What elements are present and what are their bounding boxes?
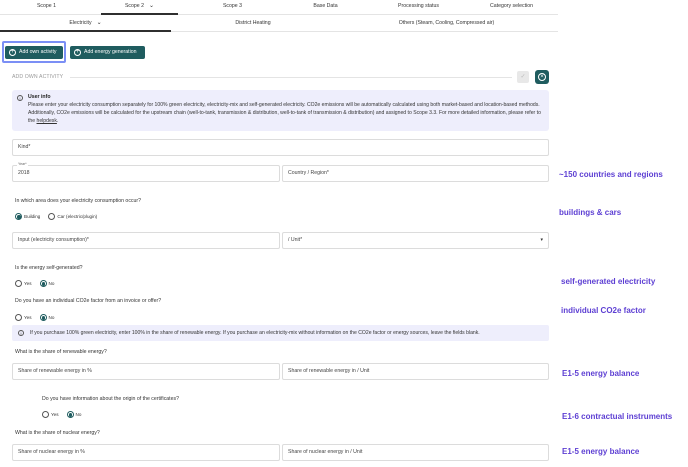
field-value: 2018	[18, 170, 30, 176]
radio-label: Yes	[24, 315, 32, 320]
field-placeholder: Kind*	[18, 144, 31, 150]
annotation-energy-balance-2: E1-5 energy balance	[562, 447, 640, 456]
radio-yes[interactable]	[42, 411, 49, 418]
radio-label: Yes	[24, 281, 32, 286]
chevron-down-icon: ⌄	[149, 3, 155, 9]
radio-label: No	[48, 281, 55, 286]
plus-icon: +	[75, 49, 80, 55]
tab-label: Scope 1	[36, 3, 57, 9]
tab-category-selection[interactable]	[465, 0, 558, 14]
radio-label: Car (electric/plugin)	[57, 214, 98, 219]
year-field[interactable]	[12, 162, 280, 182]
renewable-share-percent-input[interactable]	[12, 363, 280, 380]
close-icon: ×	[538, 73, 546, 81]
field-placeholder: Share of renewable energy in / Unit	[288, 368, 370, 374]
tab-scope-1[interactable]	[0, 0, 93, 14]
tab-base-data[interactable]	[279, 0, 372, 14]
radio-label: Building	[24, 214, 41, 219]
notice-text: If you purchase 100% green electricity, enter 100% in the share of renewable energy. If you purchase an electricity-mix without information on the CO2e factor or energy sources, leave the fields blank.	[30, 330, 480, 336]
field-placeholder: Share of renewable energy in %	[18, 368, 92, 374]
radio-car[interactable]	[48, 213, 55, 220]
radio-no[interactable]	[40, 314, 47, 321]
info-icon: i	[18, 330, 24, 336]
plus-icon: +	[10, 49, 15, 55]
tab-processing-status[interactable]	[372, 0, 465, 14]
energy-type-tabs	[0, 16, 558, 32]
self-generated-radio-group	[15, 280, 54, 287]
annotation-countries: ~150 countries and regions	[559, 170, 663, 179]
field-label: Year*	[18, 162, 27, 166]
field-placeholder: / Unit*	[288, 237, 303, 243]
check-icon: ✓	[520, 74, 526, 80]
tab-label: Base Data	[313, 3, 338, 9]
scope-tabs	[0, 0, 558, 15]
confirm-button[interactable]	[517, 71, 529, 83]
annotation-contractual-instruments: E1-6 contractual instruments	[562, 412, 673, 421]
nuclear-question: What is the share of nuclear energy?	[15, 430, 100, 436]
add-own-activity-button[interactable]	[5, 46, 63, 59]
tab-label: Others (Steam, Cooling, Compressed air)	[398, 20, 495, 26]
radio-label: Yes	[51, 412, 59, 417]
helpdesk-link[interactable]: helpdesk	[36, 118, 57, 124]
radio-no[interactable]	[40, 280, 47, 287]
radio-label: No	[48, 315, 55, 320]
nuclear-share-unit-input[interactable]	[282, 444, 549, 461]
section-title: ADD OWN ACTIVITY	[12, 74, 64, 80]
radio-building[interactable]	[15, 213, 22, 220]
annotation-energy-balance-1: E1-5 energy balance	[562, 369, 640, 378]
divider	[70, 77, 512, 78]
nuclear-share-percent-input[interactable]	[12, 444, 280, 461]
info-text-end: .	[56, 118, 59, 124]
certificates-question: Do you have information about the origin of the certificates?	[42, 396, 179, 402]
unit-select[interactable]	[282, 232, 549, 249]
renewable-share-unit-input[interactable]	[282, 363, 549, 380]
field-placeholder: Share of nuclear energy in %	[18, 449, 85, 455]
field-placeholder: Share of nuclear energy in / Unit	[288, 449, 363, 455]
chevron-down-icon: ⌄	[96, 20, 102, 26]
radio-label: No	[75, 412, 82, 417]
info-body	[28, 101, 543, 125]
info-title: User info	[28, 94, 51, 100]
info-text: Please enter your electricity consumption separately for 100% green electricity, electricity-mix and self-generated electricity. CO2e emissions will be automatically calculated using both market-based and location-based methods. Additionally, CO2e emissions will be calculated for the upstream chain (well-to-tank, transmission & distribution, well-to-tank of transmission & distribution) and assigned to Scope 3.3. For more detailed information, please refer to the	[28, 102, 541, 124]
self-generated-question: Is the energy self-generated?	[15, 265, 83, 271]
radio-no[interactable]	[67, 411, 74, 418]
tab-label: Scope 3	[222, 3, 243, 9]
country-region-field[interactable]	[282, 165, 549, 182]
tab-label: Category selection	[490, 3, 533, 9]
annotation-individual-factor: individual CO2e factor	[561, 306, 646, 315]
radio-yes[interactable]	[15, 280, 22, 287]
field-placeholder: Input (electricity consumption)*	[18, 237, 89, 243]
certificates-radio-group	[42, 411, 81, 418]
button-label: Add energy generation	[84, 49, 137, 55]
annotation-buildings-cars: buildings & cars	[559, 208, 622, 217]
individual-factor-question: Do you have an individual CO2e factor from an invoice or offer?	[15, 298, 162, 304]
button-label: Add own activity	[19, 49, 57, 55]
tab-scope-2[interactable]	[93, 0, 186, 14]
field-placeholder: Country / Region*	[288, 170, 329, 176]
individual-factor-radio-group	[15, 314, 54, 321]
tab-scope-3[interactable]	[186, 0, 279, 14]
dropdown-caret-icon: ▾	[540, 237, 543, 243]
user-info-box	[12, 90, 549, 131]
info-icon: i	[17, 95, 23, 101]
tab-electricity[interactable]	[0, 16, 171, 31]
green-electricity-notice	[12, 325, 549, 341]
tab-label: District Heating	[235, 20, 271, 26]
close-section-button[interactable]	[535, 70, 549, 84]
electricity-consumption-input[interactable]	[12, 232, 280, 249]
annotation-self-generated: self-generated electricity	[561, 277, 656, 286]
tab-label: Processing status	[398, 3, 439, 9]
tab-others[interactable]	[335, 16, 558, 31]
area-radio-group	[15, 213, 97, 220]
kind-field[interactable]	[12, 139, 549, 156]
tab-district-heating[interactable]	[171, 16, 335, 31]
tab-label: Electricity	[69, 20, 92, 26]
tab-label: Scope 2	[124, 3, 144, 9]
radio-yes[interactable]	[15, 314, 22, 321]
renewable-question: What is the share of renewable energy?	[15, 349, 107, 355]
add-energy-generation-button[interactable]	[70, 46, 145, 59]
area-question: In which area does your electricity consumption occur?	[15, 198, 142, 204]
